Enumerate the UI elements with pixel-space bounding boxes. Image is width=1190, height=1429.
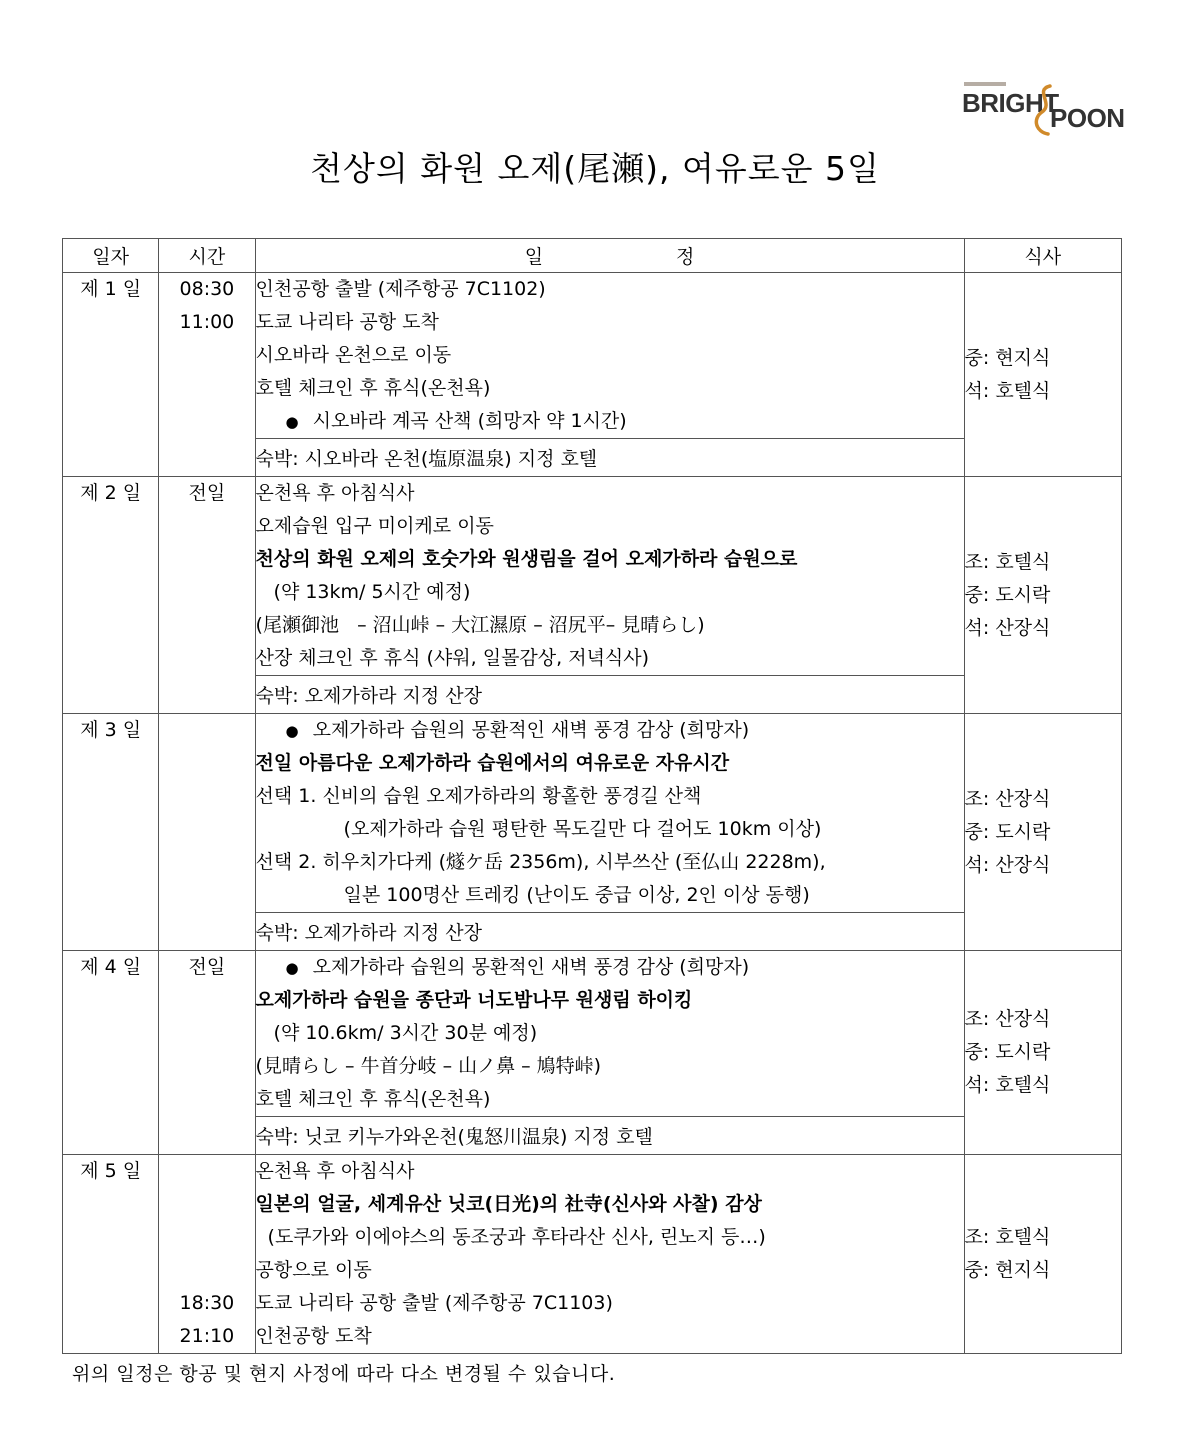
lodging-cell: 숙박: 닛코 키누가와온천(鬼怒川温泉) 지정 호텔 [255, 1117, 964, 1155]
schedule-cell [255, 951, 964, 1117]
schedule-line: 호텔 체크인 후 휴식(온천욕) [255, 1088, 491, 1110]
logo-tagline-mark [964, 82, 1006, 86]
schedule-line: 인천공항 도착 [255, 1325, 372, 1347]
schedule-line: 온천욕 후 아침식사 [255, 1160, 415, 1182]
lodging-cell: 숙박: 오제가하라 지정 산장 [255, 676, 964, 714]
time-cell: 전일 [159, 477, 255, 714]
schedule-bullet-line: ● 오제가하라 습원의 몽환적인 새벽 풍경 감상 (희망자) [256, 951, 964, 984]
schedule-highlight-line: 오제가하라 습원을 종단과 너도밤나무 원생림 하이킹 [255, 989, 693, 1011]
table-row [63, 1155, 1122, 1354]
footnote: 위의 일정은 항공 및 현지 사정에 따라 다소 변경될 수 있습니다. [72, 1363, 616, 1385]
table-row [63, 273, 1122, 439]
schedule-line: 시오바라 온천으로 이동 [255, 344, 452, 366]
meal-cell: 중: 현지식 석: 호텔식 [964, 273, 1121, 477]
header-meal: 식사 [964, 239, 1121, 273]
lodging-cell: 숙박: 시오바라 온천(塩原温泉) 지정 호텔 [255, 439, 964, 477]
page-title: 천상의 화원 오제(尾瀬), 여유로운 5일 [310, 149, 880, 188]
schedule-line: 도쿄 나리타 공항 도착 [255, 311, 439, 333]
time-cell: 전일 [159, 951, 255, 1155]
schedule-cell [255, 477, 964, 676]
table-row [63, 951, 1122, 1117]
day-cell: 제 2 일 [63, 477, 159, 714]
schedule-route-line: (見晴らし – 牛首分岐 – 山ノ鼻 – 鳩特峠) [255, 1055, 602, 1077]
table-row [63, 714, 1122, 913]
table-row [63, 477, 1122, 676]
meal-cell: 조: 호텔식 중: 도시락 석: 산장식 [964, 477, 1121, 714]
logo-text-bright: BRIGHT [962, 88, 1059, 118]
schedule-route-line: (尾瀬御池 – 沼山峠 – 大江濕原 – 沼尻平– 見晴らし) [255, 614, 705, 636]
day-cell: 제 4 일 [63, 951, 159, 1155]
schedule-cell [255, 1155, 964, 1354]
itinerary-table [62, 238, 1122, 1354]
schedule-highlight-line: 일본의 얼굴, 세계유산 닛코(日光)의 社寺(신사와 사찰) 감상 [255, 1193, 762, 1215]
header-schedule: 일 정 [255, 239, 964, 273]
header-time: 시간 [159, 239, 255, 273]
meal-cell: 조: 산장식 중: 도시락 석: 산장식 [964, 714, 1121, 951]
schedule-line: 일본 100명산 트레킹 (난이도 중급 이상, 2인 이상 동행) [343, 884, 810, 906]
time-cell: 08:30 11:00 [159, 273, 255, 477]
schedule-cell [255, 714, 964, 913]
meal-cell: 조: 호텔식 중: 현지식 [964, 1155, 1121, 1354]
schedule-line: 오제습원 입구 미이케로 이동 [255, 515, 494, 537]
meal-cell: 조: 산장식 중: 도시락 석: 호텔식 [964, 951, 1121, 1155]
day-cell: 제 1 일 [63, 273, 159, 477]
schedule-bullet-line: ● 오제가하라 습원의 몽환적인 새벽 풍경 감상 (희망자) [256, 714, 964, 747]
schedule-line: (오제가하라 습원 평탄한 목도길만 다 걸어도 10km 이상) [343, 818, 822, 840]
table-header-row [63, 239, 1122, 273]
schedule-highlight-line: 천상의 화원 오제의 호숫가와 원생림을 걸어 오제가하라 습원으로 [255, 548, 798, 570]
schedule-line: 공항으로 이동 [255, 1259, 372, 1281]
schedule-line: 선택 1. 신비의 습원 오제가하라의 황홀한 풍경길 산책 [255, 785, 702, 807]
header-day: 일자 [63, 239, 159, 273]
schedule-line: 온천욕 후 아침식사 [255, 482, 415, 504]
schedule-bullet-line: ● 시오바라 계곡 산책 (희망자 약 1시간) [256, 405, 964, 438]
time-cell [159, 714, 255, 951]
schedule-highlight-line: 전일 아름다운 오제가하라 습원에서의 여유로운 자유시간 [255, 752, 730, 774]
day-cell: 제 3 일 [63, 714, 159, 951]
logo-text-poon: POON [1050, 103, 1125, 133]
day-cell: 제 5 일 [63, 1155, 159, 1354]
schedule-line: (도쿠가와 이에야스의 동조궁과 후타라산 신사, 린노지 등…) [267, 1226, 766, 1248]
schedule-line: 선택 2. 히우치가다케 (燧ケ岳 2356m), 시부쓰산 (至仏山 2228m), [255, 851, 826, 873]
time-cell: 18:30 21:10 [159, 1155, 255, 1354]
schedule-line: 호텔 체크인 후 휴식(온천욕) [255, 377, 491, 399]
schedule-line: (약 13km/ 5시간 예정) [273, 581, 471, 603]
schedule-cell [255, 273, 964, 439]
lodging-cell: 숙박: 오제가하라 지정 산장 [255, 913, 964, 951]
schedule-line: (약 10.6km/ 3시간 30분 예정) [273, 1022, 538, 1044]
brand-logo [962, 82, 1125, 138]
schedule-line: 도쿄 나리타 공항 출발 (제주항공 7C1103) [255, 1292, 613, 1314]
schedule-line: 인천공항 출발 (제주항공 7C1102) [255, 278, 546, 300]
schedule-line: 산장 체크인 후 휴식 (샤워, 일몰감상, 저녁식사) [255, 647, 650, 669]
